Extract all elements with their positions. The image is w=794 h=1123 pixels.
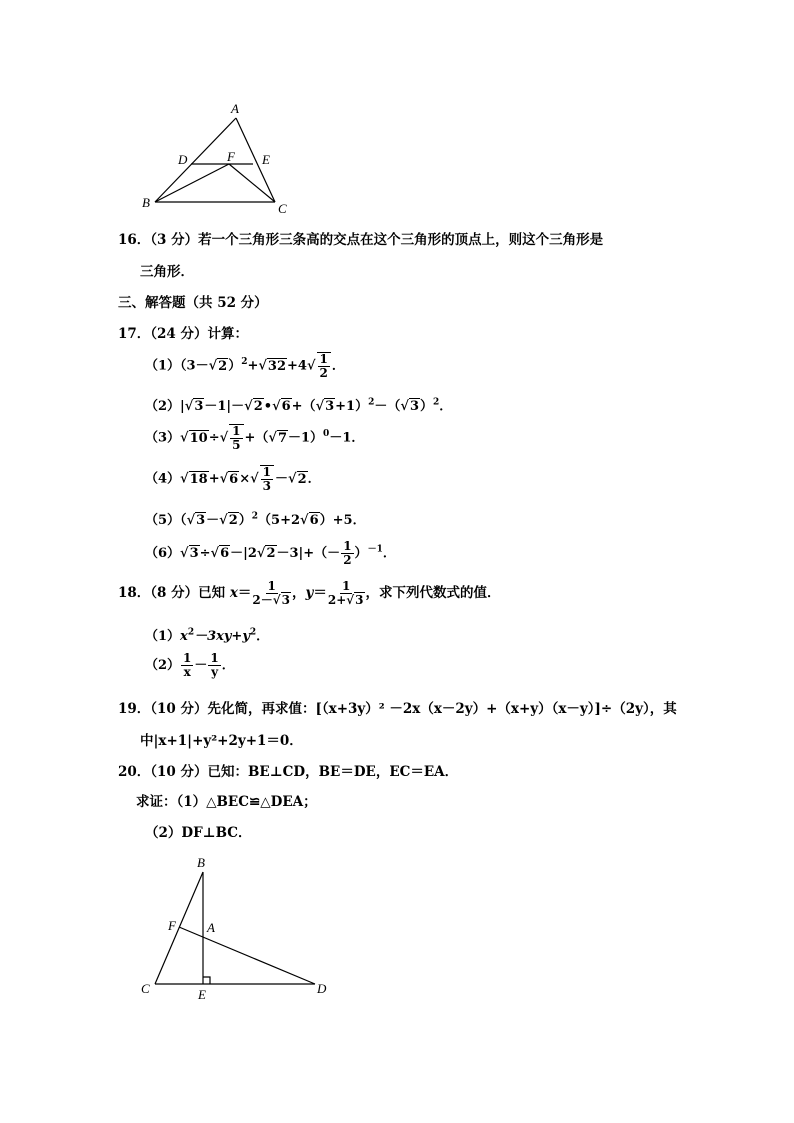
q19-line1: 19．（10 分）先化简，再求值：[（x+3y）² －2x（x－2y）+（x+y）（x－y）]÷（2y），其	[118, 701, 677, 717]
q17-part4: （4）√18+√6×√ $\frac{1}{3}$ －√2．	[145, 465, 321, 493]
q18-heading: 18．（8 分）已知 x＝ $\frac{1}{2-√3}$ ，y＝ $\frac{1}{2+√3}$ ，求下列代数式的值．	[118, 579, 501, 607]
q20-line3: （2）DF⊥BC．	[145, 825, 252, 841]
label-E: E	[262, 152, 270, 167]
q17-part6: （6）√3÷√6－|2√2－3|+（－ $\frac{1}{2}$ ）$^{-1}$．	[145, 539, 396, 567]
triangle-figure-2	[135, 850, 335, 1005]
q17-part2: $(2)|√3-1|-√2•√6+(√3+1)^2-(√3)^2$．	[145, 397, 453, 414]
label-C: C	[278, 201, 287, 216]
q16-line2: 三角形．	[140, 264, 194, 280]
q17-heading: 17．（24 分）计算：	[118, 326, 249, 342]
label-E: E	[198, 987, 206, 1002]
q20-line1: 20．（10 分）已知：BE⊥CD，BE＝DE，EC＝EA．	[118, 764, 459, 780]
q18-part2: （2） $\frac{1}{x}$ － $\frac{1}{y}$ ．	[145, 651, 235, 679]
q16-line1: 16．（3 分）若一个三角形三条高的交点在这个三角形的顶点上，则这个三角形是	[118, 232, 604, 248]
label-A: A	[231, 101, 239, 116]
q17-part3: （3）√10÷√ $\frac{1}{5}$ $+(√7-1)^0-1$．	[145, 424, 365, 452]
label-C: C	[141, 981, 150, 996]
label-A: A	[207, 920, 215, 935]
label-B: B	[142, 195, 150, 210]
label-D: D	[178, 152, 188, 167]
label-B: B	[197, 855, 205, 870]
q20-line2: 求证：（1）△BEC≌△DEA；	[136, 794, 317, 810]
section-heading: 三、解答题（共 52 分）	[118, 295, 268, 311]
label-F: F	[227, 149, 235, 164]
triangle-figure-1	[135, 100, 295, 220]
q18-part1: $(1)x^2-3xy+y^2$．	[145, 627, 270, 644]
label-F: F	[168, 918, 176, 933]
q17-part5: $(5)(√3-√2)^2(5+2√6)+5$．	[145, 511, 366, 528]
label-D: D	[317, 981, 327, 996]
q19-line2: 中|x+1|+y²+2y+1＝0．	[140, 733, 303, 749]
q17-part1: $(1)(3-√2)^2+√32+4√$ $\frac{1}{2}$ ．	[145, 352, 345, 380]
